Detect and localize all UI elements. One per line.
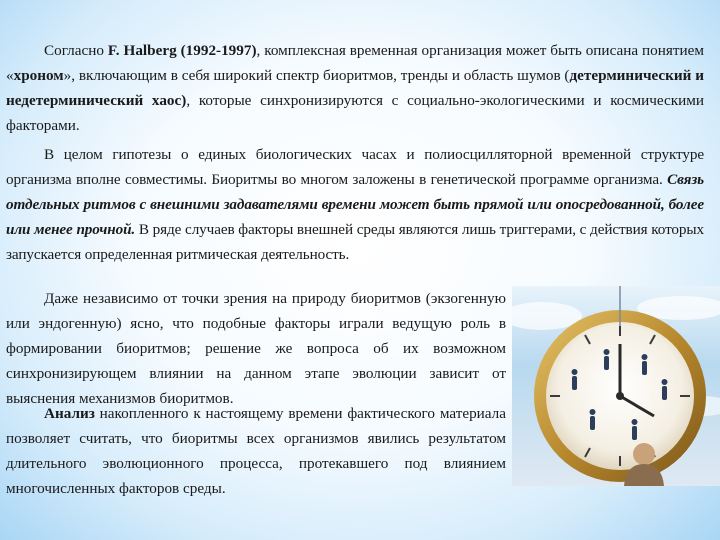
p1-author: F. Halberg (1992-1997) — [107, 42, 257, 59]
paragraph-independent — [6, 286, 506, 411]
paragraph-halberg — [6, 38, 704, 138]
p3-text: Даже независимо от точки зрения на природу биоритмов (экзогенную или эндогенную) ясно, что подобные факторы играли ведущую роль в формировании биоритмов; решение же вопроса об их возможном синхронизирующем влиянии на данном этапе эволюции зависит от выяснения механизмов биоритмов. — [6, 290, 506, 407]
p1-term-chronome: хроном — [13, 67, 64, 84]
p1-text-g: , которые синхронизируются с социально-экологическими и космическими факторами. — [6, 92, 705, 134]
p4-text: накопленного к настоящему времени фактического материала позволяет считать, что биоритмы всех организмов явились результатом длительного эволюционного процесса, протекавшего под влиянием многочисленных факторов среды. — [6, 405, 506, 497]
p1-text-e: », включающим в себя широкий спектр биоритмов, тренды и область шумов ( — [63, 67, 570, 84]
paragraph-hypotheses — [6, 142, 704, 267]
p2-text-a: В целом гипотезы о единых биологических часах и полиосцилляторной временной структуре организма вполне совместимы. Биоритмы во многом заложены в генетической программе организма. — [6, 146, 704, 188]
paragraph-analysis — [6, 401, 506, 501]
clock-illustration — [512, 286, 720, 486]
p1-chaos-term: детерминический и недетерминический хаос) — [6, 67, 704, 109]
p1-text-c: , комплексная временная организация может быть описана понятием « — [6, 42, 704, 84]
p2-emphasis: Связь отдельных ритмов с внешними задавателями времени может быть прямой или опосредованной, более или менее прочной. — [6, 171, 704, 238]
clock-with-figures-illustration-icon — [512, 286, 720, 486]
p2-text-c: В ряде случаев факторы внешней среды являются лишь триггерами, с действия которых запускается определенная ритмическая деятельность. — [6, 221, 704, 263]
p4-analysis-word: Анализ — [44, 405, 95, 422]
p1-text-a: Согласно — [44, 42, 108, 59]
